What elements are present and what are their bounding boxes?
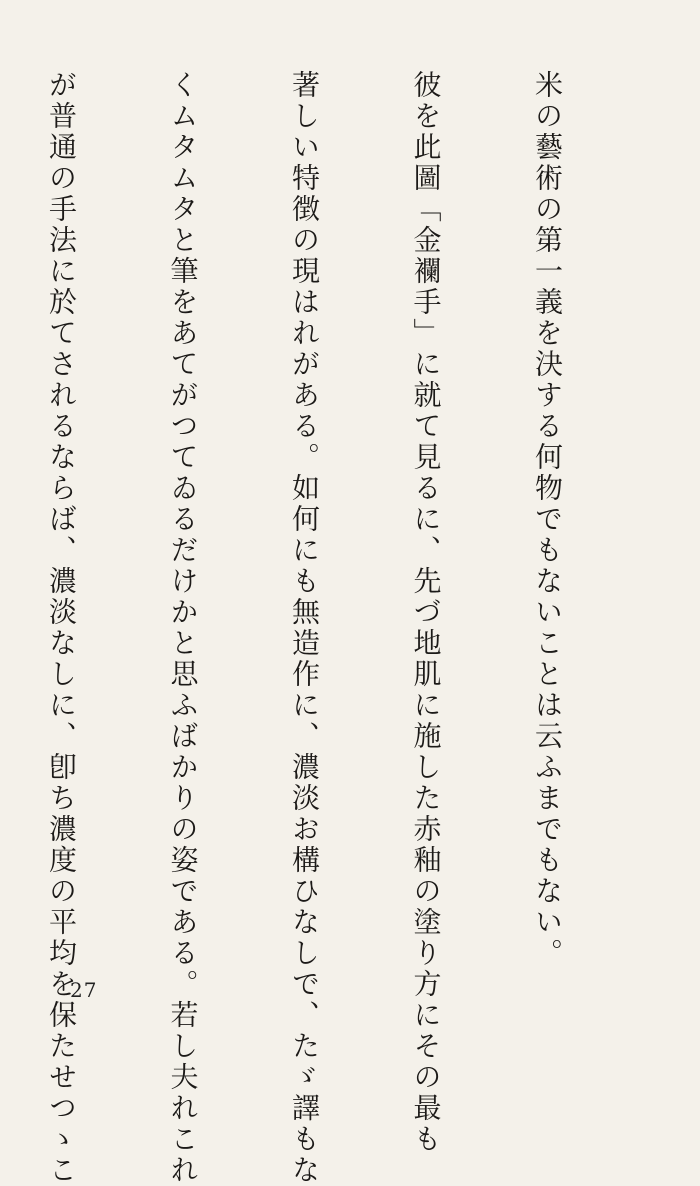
text-column: が普通の手法に於てされるならば、濃淡なしに、卽ち濃度の平均を保たせつゝこ (45, 70, 78, 1186)
text-column: 米の藝術の第一義を決する何物でもないことは云ふまでもない。 (531, 70, 564, 969)
text-column: 著しい特徴の現はれがある。如何にも無造作に、濃淡お構ひなしで、たゞ譯もな (288, 70, 321, 1186)
text-column: 彼を此圖「金襴手」に就て見るに、先づ地肌に施した赤釉の塗り方にその最も (409, 70, 443, 1155)
text-column: くムタムタと筆をあてがつてゐるだけかと思ふばかりの姿である。若し夫れこれ (166, 70, 200, 1186)
page-number: 27 (70, 978, 98, 1002)
